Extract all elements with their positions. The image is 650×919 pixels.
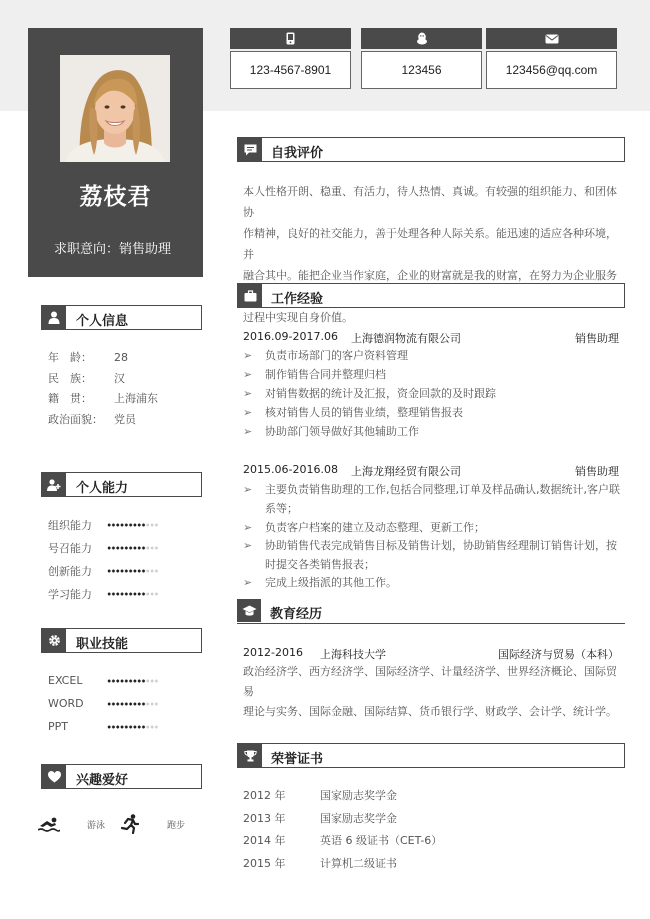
ability-row: 组织能力 xyxy=(48,517,159,533)
job-header: 2015.06-2016.08 上海龙翔经贸有限公司 销售助理 xyxy=(243,463,619,478)
people-icon xyxy=(47,479,62,491)
contact-phone xyxy=(230,28,351,89)
briefcase-icon xyxy=(244,290,257,302)
education-header: 2012-2016 上海科技大学 国际经济与贸易（本科） xyxy=(243,646,619,661)
info-row: 年 龄： 28 xyxy=(48,351,128,364)
section-title: 荣誉证书 xyxy=(271,752,324,767)
education-courses: 政治经济学、西方经济学、国际经济学、计量经济学、世界经济概论、国际贸易 理论与实务、国际金融、国际结算、货币银行学、财政学、会计学、统计学。 xyxy=(243,665,617,718)
envelope-icon xyxy=(545,34,559,44)
info-row: 政治面貌： 党员 xyxy=(48,413,136,426)
level-bar xyxy=(107,569,159,573)
section-awards xyxy=(237,743,625,768)
award-row: 2012 年 国家励志奖学金 xyxy=(243,789,397,802)
candidate-name: 荔枝君 xyxy=(79,184,152,210)
swimmer-icon xyxy=(38,817,60,837)
section-self-eval xyxy=(237,137,625,162)
section-title: 工作经验 xyxy=(271,292,324,307)
job-intent: 求职意向：销售助理 xyxy=(54,242,172,257)
self-eval-text: 本人性格开朗、稳重、有活力，待人热情、真诚。有较强的组织能力、和团体协 作精神，良好的社交能力，善于处理各种人际关系。能迅速的适应各种环境，并 融合其中。能把企业当作家庭，企业的财富就是我的财富，在努力为企业服务 过程中实现自身价值。 xyxy=(243,185,617,324)
section-title: 个人能力 xyxy=(76,481,129,496)
job-bullet: ➢ 主要负责销售助理的工作,包括合同整理,订单及样品确认,数据统计,客户联 系等； xyxy=(243,483,620,515)
job-bullet: ➢ 负责客户档案的建立及动态整理、更新工作； xyxy=(243,521,485,534)
avatar xyxy=(60,55,170,162)
speech-bubble-icon xyxy=(244,144,257,156)
section-title: 自我评价 xyxy=(271,146,324,161)
section-education xyxy=(237,599,625,624)
award-row: 2013 年 国家励志奖学金 xyxy=(243,812,397,825)
job-bullet: ➢ 核对销售人员的销售业绩，整理销售报表 xyxy=(243,406,463,419)
heart-icon xyxy=(48,771,61,783)
level-bar xyxy=(107,725,159,729)
hobby-label: 游泳 xyxy=(87,821,106,831)
level-bar xyxy=(107,679,159,683)
skill-row: WORD xyxy=(48,697,159,710)
level-bar xyxy=(107,592,159,596)
ability-row: 创新能力 xyxy=(48,563,159,579)
section-abilities xyxy=(41,472,202,497)
ability-row: 学习能力 xyxy=(48,586,159,602)
info-row: 民 族： 汉 xyxy=(48,372,125,385)
section-title: 兴趣爱好 xyxy=(76,773,129,788)
job-header: 2016.09-2017.06 上海德润物流有限公司 销售助理 xyxy=(243,330,619,345)
level-bar xyxy=(107,546,159,550)
penguin-icon xyxy=(416,32,428,45)
ability-row: 号召能力 xyxy=(48,540,159,556)
job-bullet: ➢ 完成上级指派的其他工作。 xyxy=(243,576,397,589)
job-bullet: ➢ 协助部门领导做好其他辅助工作 xyxy=(243,425,419,438)
gear-icon xyxy=(48,634,61,647)
job-bullet: ➢ 对销售数据的统计及汇报，资金回款的及时跟踪 xyxy=(243,387,496,400)
contact-qq xyxy=(361,28,482,89)
award-row: 2014 年 英语 6 级证书（CET-6） xyxy=(243,834,443,847)
phone-icon xyxy=(286,32,295,45)
section-hobbies xyxy=(41,764,202,789)
skill-row: PPT xyxy=(48,720,159,733)
award-row: 2015 年 计算机二级证书 xyxy=(243,857,397,870)
person-icon xyxy=(48,311,60,324)
section-title: 职业技能 xyxy=(76,637,129,652)
contact-email xyxy=(486,28,617,89)
info-row: 籍 贯： 上海浦东 xyxy=(48,392,158,405)
profile-card xyxy=(28,28,203,277)
section-skills xyxy=(41,628,202,653)
email-value: 123456@qq.com xyxy=(486,51,617,89)
qq-value: 123456 xyxy=(361,51,482,89)
section-title: 个人信息 xyxy=(76,314,129,329)
job-bullet: ➢ 制作销售合同并整理归档 xyxy=(243,368,386,381)
level-bar xyxy=(107,523,159,527)
trophy-icon xyxy=(244,750,257,762)
job-bullet: ➢ 协助销售代表完成销售目标及销售计划，协助销售经理制订销售计划，按 时提交各类销售报表； xyxy=(243,539,617,571)
graduation-cap-icon xyxy=(242,605,257,617)
skill-row: EXCEL xyxy=(48,674,159,687)
phone-value: 123-4567-8901 xyxy=(230,51,351,89)
section-work xyxy=(237,283,625,308)
level-bar xyxy=(107,702,159,706)
section-title: 教育经历 xyxy=(270,607,323,622)
section-personal-info xyxy=(41,305,202,330)
hobby-label: 跑步 xyxy=(167,821,186,831)
runner-icon xyxy=(120,814,140,838)
job-bullet: ➢ 负责市场部门的客户资料管理 xyxy=(243,349,408,362)
